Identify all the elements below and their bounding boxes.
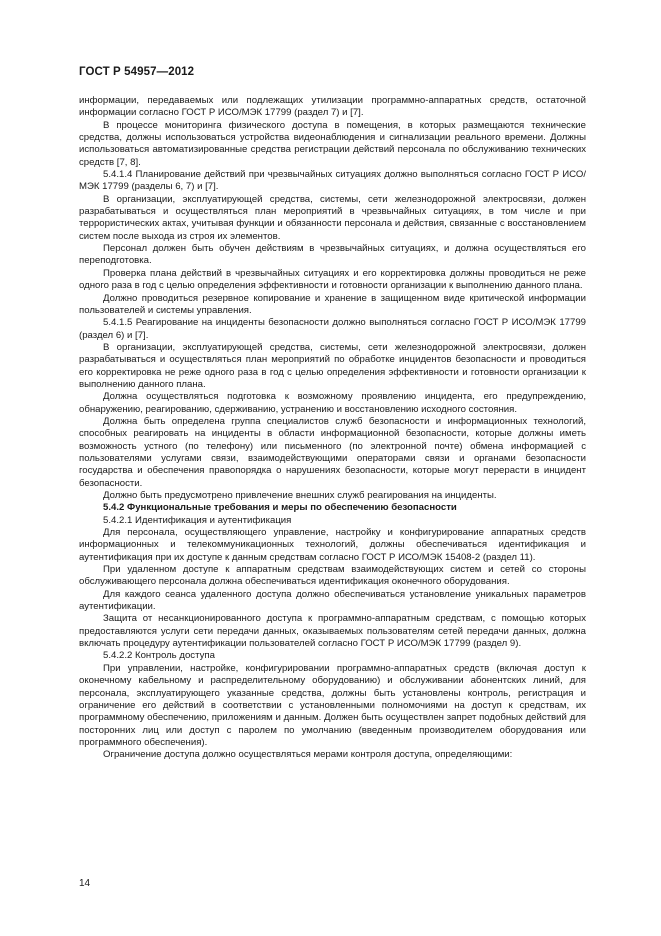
- body-paragraph: Для каждого сеанса удаленного доступа должно обеспечиваться установление уникальных параметров аутентификации.: [79, 588, 586, 613]
- document-body: [79, 95, 586, 762]
- body-paragraph: Должно быть предусмотрено привлечение внешних служб реагирования на инциденты.: [103, 490, 497, 501]
- body-paragraph: При управлении, настройке, конфигурировании программно-аппаратных средств (включая доступ к оконечному кабельному и распределительному оборудованию) и обслуживании абонентских линий, для персонала, эксплуатирующего указанные средства, должны быть установлены контроль, регистрация и ограничение его действий в соответствии с установленными полномочиями на доступ к средствам, их программному обеспечению, приложениям и данным. Должен быть осуществлен запрет подобных действий для посторонних лиц или доступ с паролем по умолчанию (введенным производителем оборудования или программного обеспечения).: [79, 662, 586, 748]
- body-paragraph: 5.4.2.1 Идентификация и аутентификация: [103, 514, 292, 526]
- document-header: ГОСТ Р 54957—2012: [79, 66, 195, 78]
- body-paragraph: Ограничение доступа должно осуществляться мерами контроля доступа, определяющими:: [103, 749, 513, 761]
- body-paragraph: 5.4.1.4 Планирование действий при чрезвычайных ситуациях должно выполняться согласно ГОСТ Р ИСО/МЭК 17799 (разделы 6, 7) и [7].: [79, 169, 586, 193]
- body-paragraph: информации, передаваемых или подлежащих утилизации программно-аппаратных средств, остаточной информации согласно ГОСТ Р ИСО/МЭК 17799 (раздел 7) и [7].: [79, 95, 586, 119]
- body-paragraph: Должна быть определена группа специалистов служб безопасности и информационных технологий, способных реагировать на инциденты в области информационной безопасности, которые должны иметь возможность устного (по телефону) или письменного (по электронной почте) обмена информацией с пользователями услугами связи, взаимодействующими операторами связи и органами безопасности государства и обеспечения правопорядка о нарушениях безопасности, которые могут перерасти в инцидент безопасности.: [79, 415, 586, 489]
- body-paragraph: Персонал должен быть обучен действиям в чрезвычайных ситуациях, и должна осуществляться его переподготовка.: [79, 243, 586, 267]
- body-paragraph: При удаленном доступе к аппаратным средствам взаимодействующих систем и сетей со стороны обслуживающего персонала должна обеспечиваться идентификация оконечного оборудования.: [79, 564, 586, 588]
- body-paragraph: 5.4.2.2 Контроль доступа: [103, 650, 215, 662]
- body-paragraph: Защита от несанкционированного доступа к программно-аппаратным средствам, с помощью которых предоставляются услуги сети передачи данных, оказываемых пользователям сетей передачи данных, должна включать процедуру аутентификации пользователей согласно ГОСТ Р ИСО/МЭК 17799 (раздел 9).: [79, 613, 586, 650]
- body-paragraph: 5.4.1.5 Реагирование на инциденты безопасности должно выполняться согласно ГОСТ Р ИСО/МЭК 17799 (раздел 6) и [7].: [79, 317, 586, 341]
- body-paragraph: В процессе мониторинга физического доступа в помещения, в которых размещаются технические средства, должны использоваться устройства видеонаблюдения и сигнализации реального времени. Должны использоваться автоматизированные средства регистрации действий персонала по обслуживанию технических средств [7, 8].: [79, 119, 586, 168]
- page-number: 14: [79, 878, 91, 889]
- body-paragraph: В организации, эксплуатирующей средства, системы, сети железнодорожной электросвязи, должен разрабатываться и осуществляться план мероприятий в чрезвычайных ситуациях, в том числе и при террористических актах, учитывая функции и обязанности персонала и действия, связанные с восстановлением систем после выхода из строя их элементов.: [79, 193, 586, 242]
- body-paragraph: Для персонала, осуществляющего управление, настройку и конфигурирование аппаратных средств информационных и телекоммуникационных технологий, должны обеспечиваться идентификация и аутентификация при их доступе к данным средствам согласно ГОСТ Р ИСО/МЭК 15408-2 (раздел 11).: [79, 527, 586, 563]
- body-paragraph: В организации, эксплуатирующей средства, системы, сети железнодорожной электросвязи, должен разрабатываться и осуществляться план мероприятий по обработке инцидентов безопасности и проводиться его корректировка не реже одного раза в год с целью определения эффективности и готовности организации к выполнению данного плана.: [79, 341, 586, 390]
- body-paragraph: Должна осуществляться подготовка к возможному проявлению инцидента, его предупреждению, обнаружению, реагированию, сдерживанию, устранению и восстановлению исходного состояния.: [79, 391, 586, 415]
- body-paragraph: Проверка плана действий в чрезвычайных ситуациях и его корректировка должны проводиться не реже одного раза в год с целью определения эффективности и готовности организации к выполнению данного плана.: [79, 267, 586, 292]
- body-paragraph: 5.4.2 Функциональные требования и меры по обеспечению безопасности: [103, 502, 457, 514]
- body-paragraph: Должно проводиться резервное копирование и хранение в защищенном виде критической информации пользователей и системы управления.: [79, 292, 586, 316]
